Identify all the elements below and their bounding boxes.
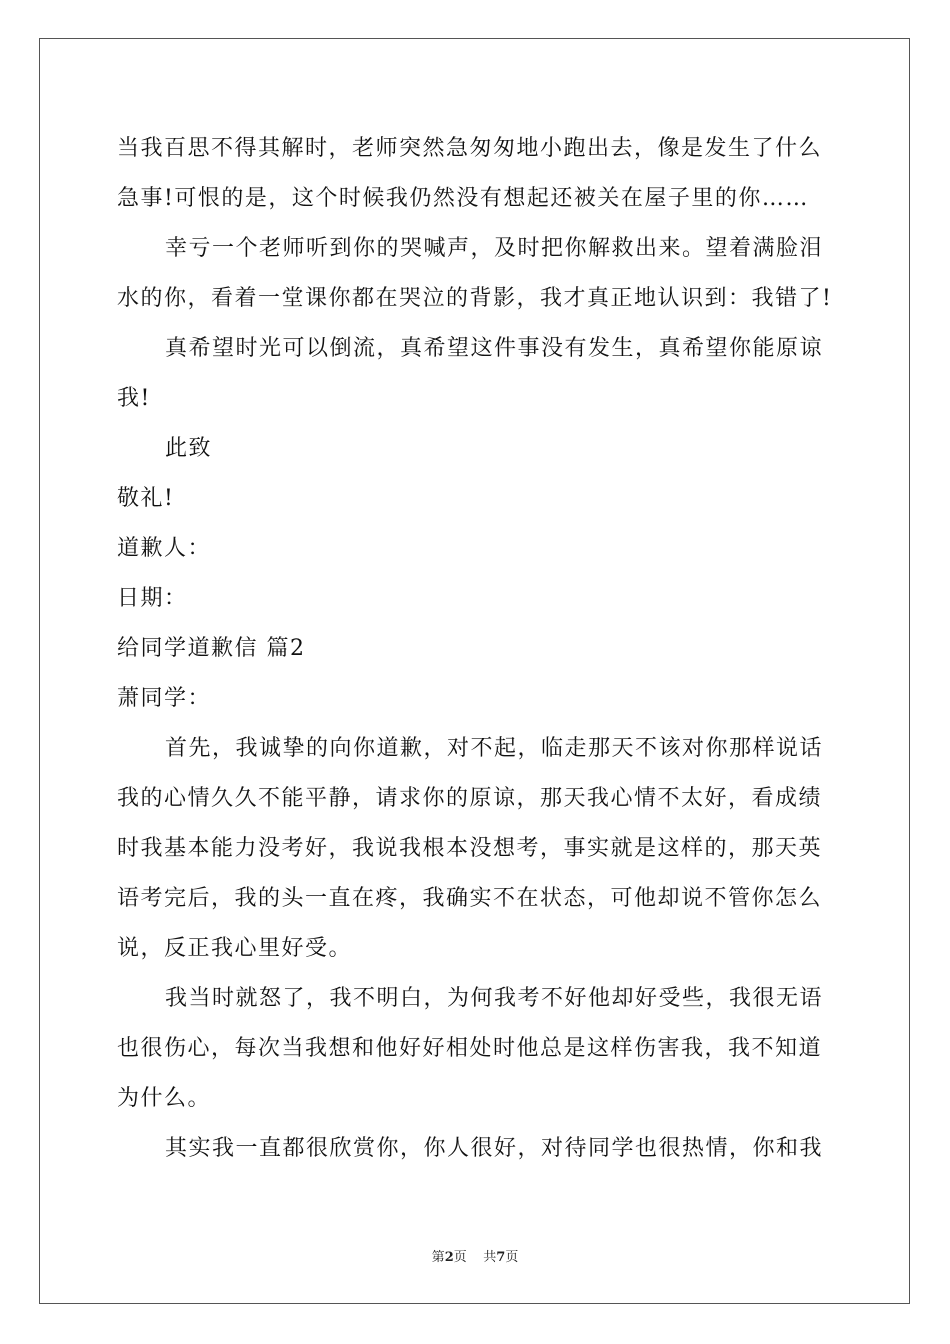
total-page-number: 7 (496, 1250, 506, 1265)
text-line: 真希望时光可以倒流，真希望这件事没有发生，真希望你能原谅 (165, 336, 824, 361)
text-line: 语考完后，我的头一直在疼，我确实不在状态，可他却说不管你怎么 (117, 886, 823, 911)
text-line: 我当时就怒了，我不明白，为何我考不好他却好受些，我很无语 (165, 986, 824, 1011)
text-line: 我的心情久久不能平静，请求你的原谅，那天我心情不太好，看成绩 (117, 786, 823, 811)
date-label: 日期： (117, 586, 188, 611)
page-prefix: 第 (431, 1250, 445, 1265)
signer-label: 道歉人： (117, 536, 212, 561)
text-line: 也很伤心，每次当我想和他好好相处时他总是这样伤害我，我不知道 (117, 1036, 823, 1061)
letter-greeting: 萧同学： (117, 686, 212, 711)
text-line: 水的你，看着一堂课你都在哭泣的背影，我才真正地认识到：我错了! (117, 286, 833, 311)
text-line: 为什么。 (117, 1086, 212, 1111)
text-line: 时我基本能力没考好，我说我根本没想考，事实就是这样的，那天英 (117, 836, 823, 861)
text-line: 当我百思不得其解时，老师突然急匆匆地小跑出去，像是发生了什么 (117, 136, 823, 161)
page-footer (0, 1246, 950, 1265)
section-title: 给同学道歉信 篇2 (117, 636, 306, 661)
text-line: 首先，我诚挚的向你道歉，对不起，临走那天不该对你那样说话 (165, 736, 824, 761)
text-line: 说，反正我心里好受。 (117, 936, 353, 961)
text-line: 幸亏一个老师听到你的哭喊声，及时把你解救出来。望着满脸泪 (165, 236, 824, 261)
text-line: 其实我一直都很欣赏你，你人很好，对待同学也很热情，你和我 (165, 1136, 824, 1161)
page-mid: 页 共 (453, 1250, 497, 1265)
text-line: 急事!可恨的是，这个时候我仍然没有想起还被关在屋子里的你…… (117, 186, 809, 211)
page-suffix: 页 (505, 1250, 519, 1265)
closing-salutation: 此致 (165, 436, 213, 461)
current-page-number: 2 (444, 1250, 454, 1265)
closing-regards: 敬礼! (117, 486, 175, 511)
text-line: 我! (117, 386, 151, 411)
